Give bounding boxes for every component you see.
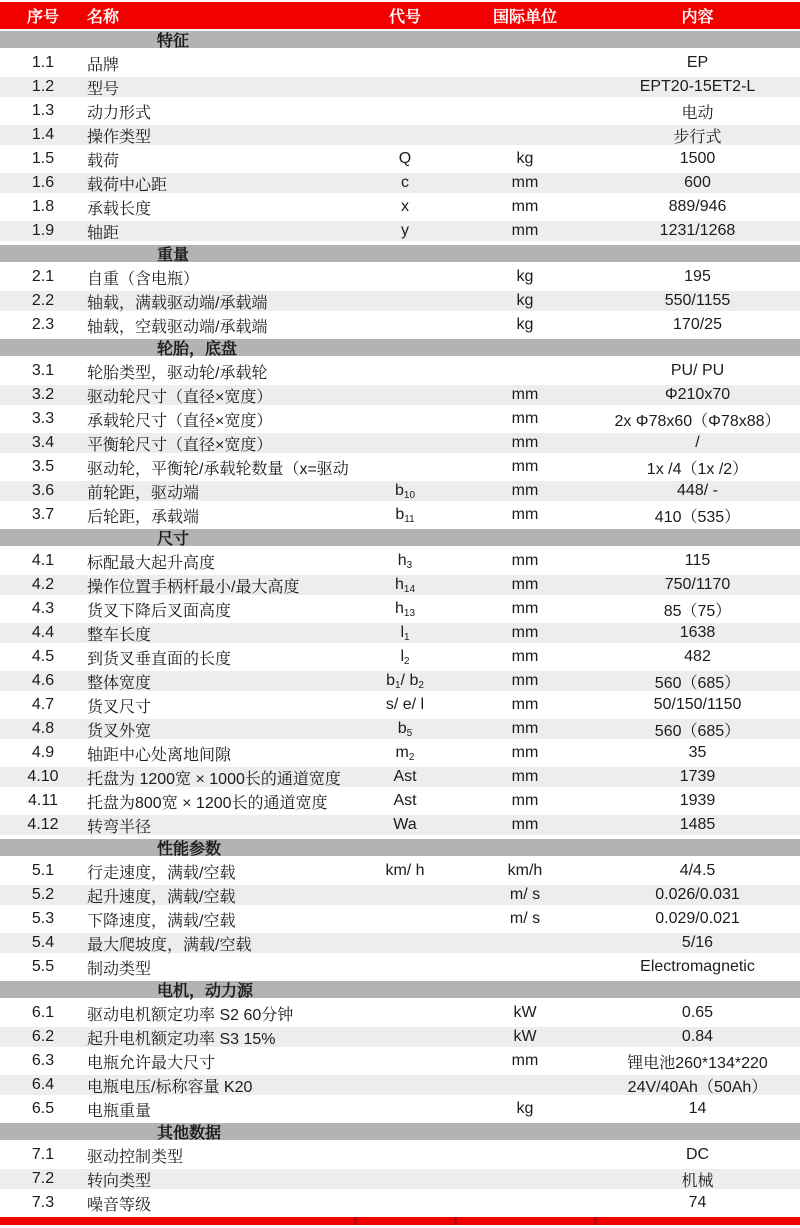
row-number: 1.8: [31, 198, 55, 215]
row-number: 3.3: [31, 410, 55, 427]
row-param-name: 噪音等级: [87, 1196, 152, 1214]
row-value: 560（685）: [654, 674, 741, 692]
section-title: 性能参数: [157, 841, 222, 858]
row-number: 4.9: [31, 744, 55, 761]
row-number: 1.5: [31, 150, 55, 167]
row-value: 0.65: [681, 1004, 714, 1021]
row-number: 1.4: [31, 126, 55, 143]
row-symbol: $l_1$: [400, 624, 410, 643]
section-title: 电机，动力源: [157, 983, 254, 1000]
row-value: 1638: [679, 624, 716, 641]
row-value: 14: [688, 1100, 707, 1117]
row-value: 35: [688, 744, 707, 761]
row-value: 0.84: [681, 1028, 714, 1045]
table-row: [0, 741, 800, 765]
row-unit: mm: [511, 768, 539, 785]
row-number: 4.4: [31, 624, 55, 641]
row-number: 6.2: [31, 1028, 55, 1045]
row-unit: mm: [511, 198, 539, 215]
row-value: 750/1170: [664, 576, 731, 593]
section-title: 重量: [157, 247, 190, 264]
spec-table: [0, 2, 800, 1225]
table-row: [0, 1049, 800, 1073]
header-cell-name: 名称: [87, 9, 120, 26]
row-number: 7.3: [31, 1194, 55, 1211]
row-value: PU/ PU: [670, 362, 725, 379]
row-unit: mm: [511, 792, 539, 809]
row-symbol: $b_{10}$: [394, 482, 416, 501]
row-number: 1.3: [31, 102, 55, 119]
table-row: [0, 621, 800, 645]
row-value: 机械: [681, 1172, 714, 1190]
row-value: 170/25: [673, 316, 722, 333]
row-unit: kW: [513, 1004, 537, 1021]
row-unit: mm: [511, 600, 539, 617]
header-cell-no: 序号: [26, 9, 59, 26]
row-param-name: 托盘为 1200宽 × 1000长的通道宽度: [87, 770, 341, 788]
table-row: [0, 859, 800, 883]
row-symbol: $h_{14}$: [394, 576, 416, 595]
table-row: [0, 75, 800, 99]
table-row: [0, 717, 800, 741]
row-number: 1.9: [31, 222, 55, 239]
row-symbol: $h_3$: [397, 552, 413, 571]
row-unit: mm: [511, 386, 539, 403]
section-header-row: [0, 527, 800, 549]
row-symbol: km/ h: [385, 862, 425, 879]
row-value: 85（75）: [663, 602, 732, 620]
table-row: [0, 669, 800, 693]
row-value: /: [695, 434, 700, 451]
row-param-name: 货叉尺寸: [87, 698, 152, 716]
row-unit: kg: [516, 268, 534, 285]
row-number: 5.2: [31, 886, 55, 903]
row-param-name: 电瓶电压/标称容量 K20: [87, 1078, 253, 1096]
table-row: [0, 383, 800, 407]
table-row: [0, 1025, 800, 1049]
row-number: 5.5: [31, 958, 55, 975]
row-unit: mm: [511, 624, 539, 641]
table-row: [0, 1097, 800, 1121]
row-symbol: $b_1/$ $b_2$: [386, 672, 424, 691]
table-row: [0, 907, 800, 931]
row-param-name: 下降速度，满载/空载: [87, 912, 236, 930]
row-param-name: 驱动控制类型: [87, 1148, 184, 1166]
row-value: 889/946: [668, 198, 727, 215]
row-value: 1739: [679, 768, 716, 785]
row-param-name: 整体宽度: [87, 674, 152, 692]
table-row: [0, 813, 800, 837]
table-row: [0, 359, 800, 383]
row-symbol: s/ e/ l: [385, 696, 425, 713]
row-number: 4.1: [31, 552, 55, 569]
row-param-name: 载荷: [87, 152, 120, 170]
row-unit: mm: [511, 576, 539, 593]
row-unit: mm: [511, 816, 539, 833]
row-symbol: $m_2$: [395, 744, 415, 763]
row-number: 2.2: [31, 292, 55, 309]
table-row: [0, 123, 800, 147]
row-value: 1500: [679, 150, 716, 167]
row-value: EP: [686, 54, 709, 71]
row-unit: kg: [516, 316, 534, 333]
row-unit: mm: [511, 720, 539, 737]
row-param-name: 起升电机额定功率 S3 15%: [87, 1030, 276, 1048]
table-row: [0, 1143, 800, 1167]
row-symbol: $b_5$: [397, 720, 413, 739]
row-value: 50/150/1150: [653, 696, 742, 713]
table-row: [0, 289, 800, 313]
section-title: 其他数据: [157, 1125, 222, 1142]
row-value: 2x Φ78x60（Φ78x88）: [614, 412, 781, 430]
table-row: [0, 1191, 800, 1215]
bottom-red-bar: [0, 1217, 800, 1225]
row-value: Electromagnetic: [640, 958, 755, 975]
row-value: 195: [684, 268, 711, 285]
row-number: 1.1: [31, 54, 55, 71]
section-header-row: [0, 29, 800, 51]
row-param-name: 承载长度: [87, 200, 152, 218]
row-number: 3.5: [31, 458, 55, 475]
row-value: 560（685）: [654, 722, 741, 740]
table-row: [0, 407, 800, 431]
table-row: [0, 455, 800, 479]
row-number: 4.8: [31, 720, 55, 737]
table-row: [0, 313, 800, 337]
column-divider: [354, 1217, 357, 1225]
row-number: 4.12: [27, 816, 59, 833]
header-cell-value: 内容: [681, 9, 714, 26]
row-unit: mm: [511, 222, 539, 239]
row-unit: mm: [511, 1052, 539, 1069]
row-symbol: Wa: [393, 816, 417, 833]
row-param-name: 平衡轮尺寸（直径×宽度）: [87, 436, 273, 454]
row-symbol: $b_{11}$: [395, 506, 415, 525]
row-value: 410（535）: [654, 508, 741, 526]
row-value: 1939: [679, 792, 716, 809]
table-row: [0, 265, 800, 289]
table-row: [0, 1073, 800, 1097]
row-number: 6.5: [31, 1100, 55, 1117]
row-number: 1.2: [31, 78, 55, 95]
row-number: 5.3: [31, 910, 55, 927]
row-number: 2.1: [31, 268, 55, 285]
row-value: 0.029/0.021: [655, 910, 740, 927]
row-param-name: 轴距中心处离地间隙: [87, 746, 232, 764]
row-param-name: 操作位置手柄杆最小/最大高度: [87, 578, 300, 596]
table-row: [0, 597, 800, 621]
section-title: 特征: [157, 33, 190, 50]
table-row: [0, 645, 800, 669]
row-param-name: 型号: [87, 80, 120, 98]
table-row: [0, 789, 800, 813]
row-param-name: 前轮距，驱动端: [87, 484, 200, 502]
row-unit: km/h: [507, 862, 543, 879]
table-row: [0, 99, 800, 123]
table-row: [0, 883, 800, 907]
row-number: 4.2: [31, 576, 55, 593]
row-unit: kg: [516, 292, 534, 309]
row-unit: mm: [511, 744, 539, 761]
row-symbol: y: [401, 222, 409, 239]
table-row: [0, 51, 800, 75]
row-value: DC: [685, 1146, 710, 1163]
row-value: 电动: [681, 104, 714, 122]
table-row: [0, 503, 800, 527]
row-symbol: $l_2$: [400, 648, 410, 667]
row-value: 448/ -: [677, 482, 718, 499]
row-value: 74: [688, 1194, 707, 1211]
row-param-name: 操作类型: [87, 128, 152, 146]
row-param-name: 轴距: [87, 224, 120, 242]
section-title: 轮胎，底盘: [157, 341, 238, 358]
table-row: [0, 147, 800, 171]
row-unit: mm: [511, 174, 539, 191]
row-param-name: 起升速度，满载/空载: [87, 888, 236, 906]
table-header-row: [0, 2, 800, 29]
table-row: [0, 955, 800, 979]
table-row: [0, 765, 800, 789]
row-param-name: 承载轮尺寸（直径×宽度）: [87, 412, 273, 430]
row-param-name: 自重（含电瓶）: [87, 270, 200, 288]
row-param-name: 货叉外宽: [87, 722, 152, 740]
row-param-name: 最大爬坡度，满载/空载: [87, 936, 252, 954]
section-header-row: [0, 243, 800, 265]
row-param-name: 到货叉垂直面的长度: [87, 650, 232, 668]
row-number: 4.5: [31, 648, 55, 665]
row-param-name: 品牌: [87, 56, 120, 74]
row-number: 7.1: [31, 1146, 55, 1163]
table-row: [0, 431, 800, 455]
row-value: 1231/1268: [659, 222, 736, 239]
column-divider: [594, 1217, 597, 1225]
row-unit: mm: [511, 482, 539, 499]
row-param-name: 载荷中心距: [87, 176, 168, 194]
section-title: 尺寸: [157, 531, 190, 548]
row-number: 3.2: [31, 386, 55, 403]
table-row: [0, 573, 800, 597]
row-value: 115: [684, 552, 711, 569]
row-unit: kg: [516, 1100, 534, 1117]
row-param-name: 轮胎类型，驱动轮/承载轮: [87, 364, 268, 382]
row-number: 5.4: [31, 934, 55, 951]
table-row: [0, 479, 800, 503]
section-header-row: [0, 337, 800, 359]
section-header-row: [0, 979, 800, 1001]
row-value: 1485: [679, 816, 716, 833]
row-unit: m/ s: [509, 910, 541, 927]
row-unit: kg: [516, 150, 534, 167]
row-param-name: 驱动轮尺寸（直径×宽度）: [87, 388, 273, 406]
row-number: 6.4: [31, 1076, 55, 1093]
table-row: [0, 171, 800, 195]
table-row: [0, 931, 800, 955]
row-param-name: 转弯半径: [87, 818, 152, 836]
table-row: [0, 1001, 800, 1025]
row-param-name: 电瓶重量: [87, 1102, 152, 1120]
row-number: 4.6: [31, 672, 55, 689]
row-unit: mm: [511, 410, 539, 427]
row-param-name: 驱动轮，平衡轮/承载轮数量（x=驱动: [87, 460, 349, 478]
row-unit: mm: [511, 552, 539, 569]
row-param-name: 电瓶允许最大尺寸: [87, 1054, 216, 1072]
row-number: 3.4: [31, 434, 55, 451]
row-param-name: 转向类型: [87, 1172, 152, 1190]
row-param-name: 后轮距，承载端: [87, 508, 200, 526]
header-cell-unit: 国际单位: [492, 9, 557, 26]
row-number: 4.11: [28, 792, 58, 809]
header-cell-code: 代号: [388, 9, 421, 26]
row-param-name: 托盘为800宽 × 1200长的通道宽度: [87, 794, 328, 812]
row-unit: mm: [511, 506, 539, 523]
row-unit: m/ s: [509, 886, 541, 903]
row-value: 482: [684, 648, 711, 665]
row-param-name: 货叉下降后叉面高度: [87, 602, 232, 620]
row-unit: mm: [511, 434, 539, 451]
row-number: 2.3: [31, 316, 55, 333]
row-param-name: 驱动电机额定功率 S2 60分钟: [87, 1006, 294, 1024]
row-param-name: 标配最大起升高度: [87, 554, 216, 572]
row-unit: mm: [511, 672, 539, 689]
row-unit: mm: [511, 458, 539, 475]
row-param-name: 轴载，满载驱动端/承载端: [87, 294, 268, 312]
row-number: 4.7: [31, 696, 55, 713]
table-row: [0, 195, 800, 219]
row-value: 4/4.5: [679, 862, 716, 879]
table-row: [0, 693, 800, 717]
section-header-row: [0, 1121, 800, 1143]
row-value: Φ210x70: [664, 386, 731, 403]
row-number: 4.10: [27, 768, 59, 785]
row-value: 步行式: [673, 128, 722, 146]
row-value: 1x /4（1x /2）: [646, 460, 749, 478]
row-number: 4.3: [31, 600, 55, 617]
row-symbol: x: [401, 198, 409, 215]
row-unit: mm: [511, 696, 539, 713]
row-param-name: 制动类型: [87, 960, 152, 978]
row-unit: mm: [511, 648, 539, 665]
row-value: 24V/40Ah（50Ah）: [627, 1078, 768, 1096]
row-number: 5.1: [31, 862, 55, 879]
row-number: 3.7: [31, 506, 55, 523]
row-param-name: 行走速度，满载/空载: [87, 864, 236, 882]
row-param-name: 整车长度: [87, 626, 152, 644]
row-value: EPT20-15ET2-L: [639, 78, 756, 95]
row-number: 3.1: [31, 362, 55, 379]
row-value: 600: [684, 174, 711, 191]
row-number: 3.6: [31, 482, 55, 499]
row-symbol: Ast: [393, 792, 417, 809]
row-number: 7.2: [31, 1170, 55, 1187]
row-value: 5/16: [681, 934, 714, 951]
row-param-name: 轴载，空载驱动端/承载端: [87, 318, 268, 336]
row-number: 1.6: [31, 174, 55, 191]
row-number: 6.1: [31, 1004, 55, 1021]
row-value: 0.026/0.031: [655, 886, 740, 903]
row-number: 6.3: [31, 1052, 55, 1069]
section-header-row: [0, 837, 800, 859]
row-value: 锂电池260*134*220: [627, 1054, 768, 1072]
row-value: 550/1155: [664, 292, 731, 309]
row-param-name: 动力形式: [87, 104, 152, 122]
row-symbol: Ast: [393, 768, 417, 785]
row-symbol: Q: [398, 150, 412, 167]
row-symbol: c: [401, 174, 409, 191]
table-row: [0, 219, 800, 243]
table-body: [0, 29, 800, 1215]
table-row: [0, 549, 800, 573]
row-symbol: $h_{13}$: [394, 600, 416, 619]
row-unit: kW: [513, 1028, 537, 1045]
table-row: [0, 1167, 800, 1191]
column-divider: [454, 1217, 457, 1225]
